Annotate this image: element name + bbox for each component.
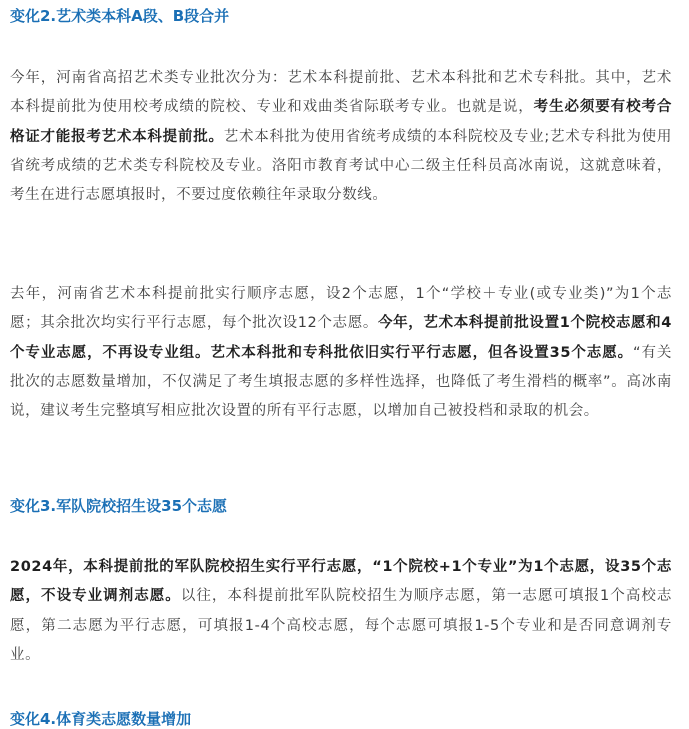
paragraph-volunteer-count: [10, 280, 672, 426]
section-heading-change3: 变化3.军队院校招生设35个志愿: [10, 497, 228, 515]
section-heading-change2: 变化2.艺术类本科A段、B段合并: [10, 7, 230, 25]
paragraph-bold-text: 今年，艺术本科提前批设置1个院校志愿和4个专业志愿，不再设专业组。艺术本科批和专科批依旧实行平行志愿，但各设置35个志愿。: [10, 315, 672, 361]
paragraph-art-batches: [10, 64, 672, 210]
paragraph-bold-text: 2024年，本科提前批的军队院校招生实行平行志愿，“1个院校+1个专业”为1个志愿，设35个志愿，不设专业调剂志愿。: [10, 559, 672, 605]
paragraph-text: 艺术本科批为使用省统考成绩的本科院校及专业;艺术专科批为使用省统考成绩的艺术类专科院校及专业。洛阳市教育考试中心二级主任科员高冰南说，这就意味着，考生在进行志愿填报时，不要过度依赖往年录取分数线。: [10, 128, 672, 204]
paragraph-text: 以往，本科提前批军队院校招生为顺序志愿，第一志愿可填报1个高校志愿，第二志愿为平行志愿，可填报1-4个高校志愿，每个志愿可填报1-5个专业和是否同意调剂专业。: [10, 588, 672, 663]
paragraph-military-academies: [10, 553, 672, 670]
section-heading-change4: 变化4.体育类志愿数量增加: [10, 710, 192, 728]
paragraph-bold-text: 考生必须要有校考合格证才能报考艺术本科提前批。: [10, 99, 672, 145]
paragraph-text: “有关批次的志愿数量增加，不仅满足了考生填报志愿的多样性选择，也降低了考生滑档的概率”。高冰南说，建议考生完整填写相应批次设置的所有平行志愿，以增加自己被投档和录取的机会。: [10, 344, 672, 420]
paragraph-text: 去年，河南省艺术本科提前批实行顺序志愿，设2个志愿，1个“学校＋专业(或专业类)”为1个志愿；其余批次均实行平行志愿，每个批次设12个志愿。: [10, 286, 672, 332]
paragraph-text: 今年，河南省高招艺术类专业批次分为：艺术本科提前批、艺术本科批和艺术专科批。其中，艺术本科提前批为使用校考成绩的院校、专业和戏曲类省际联考专业。也就是说，: [10, 70, 672, 116]
